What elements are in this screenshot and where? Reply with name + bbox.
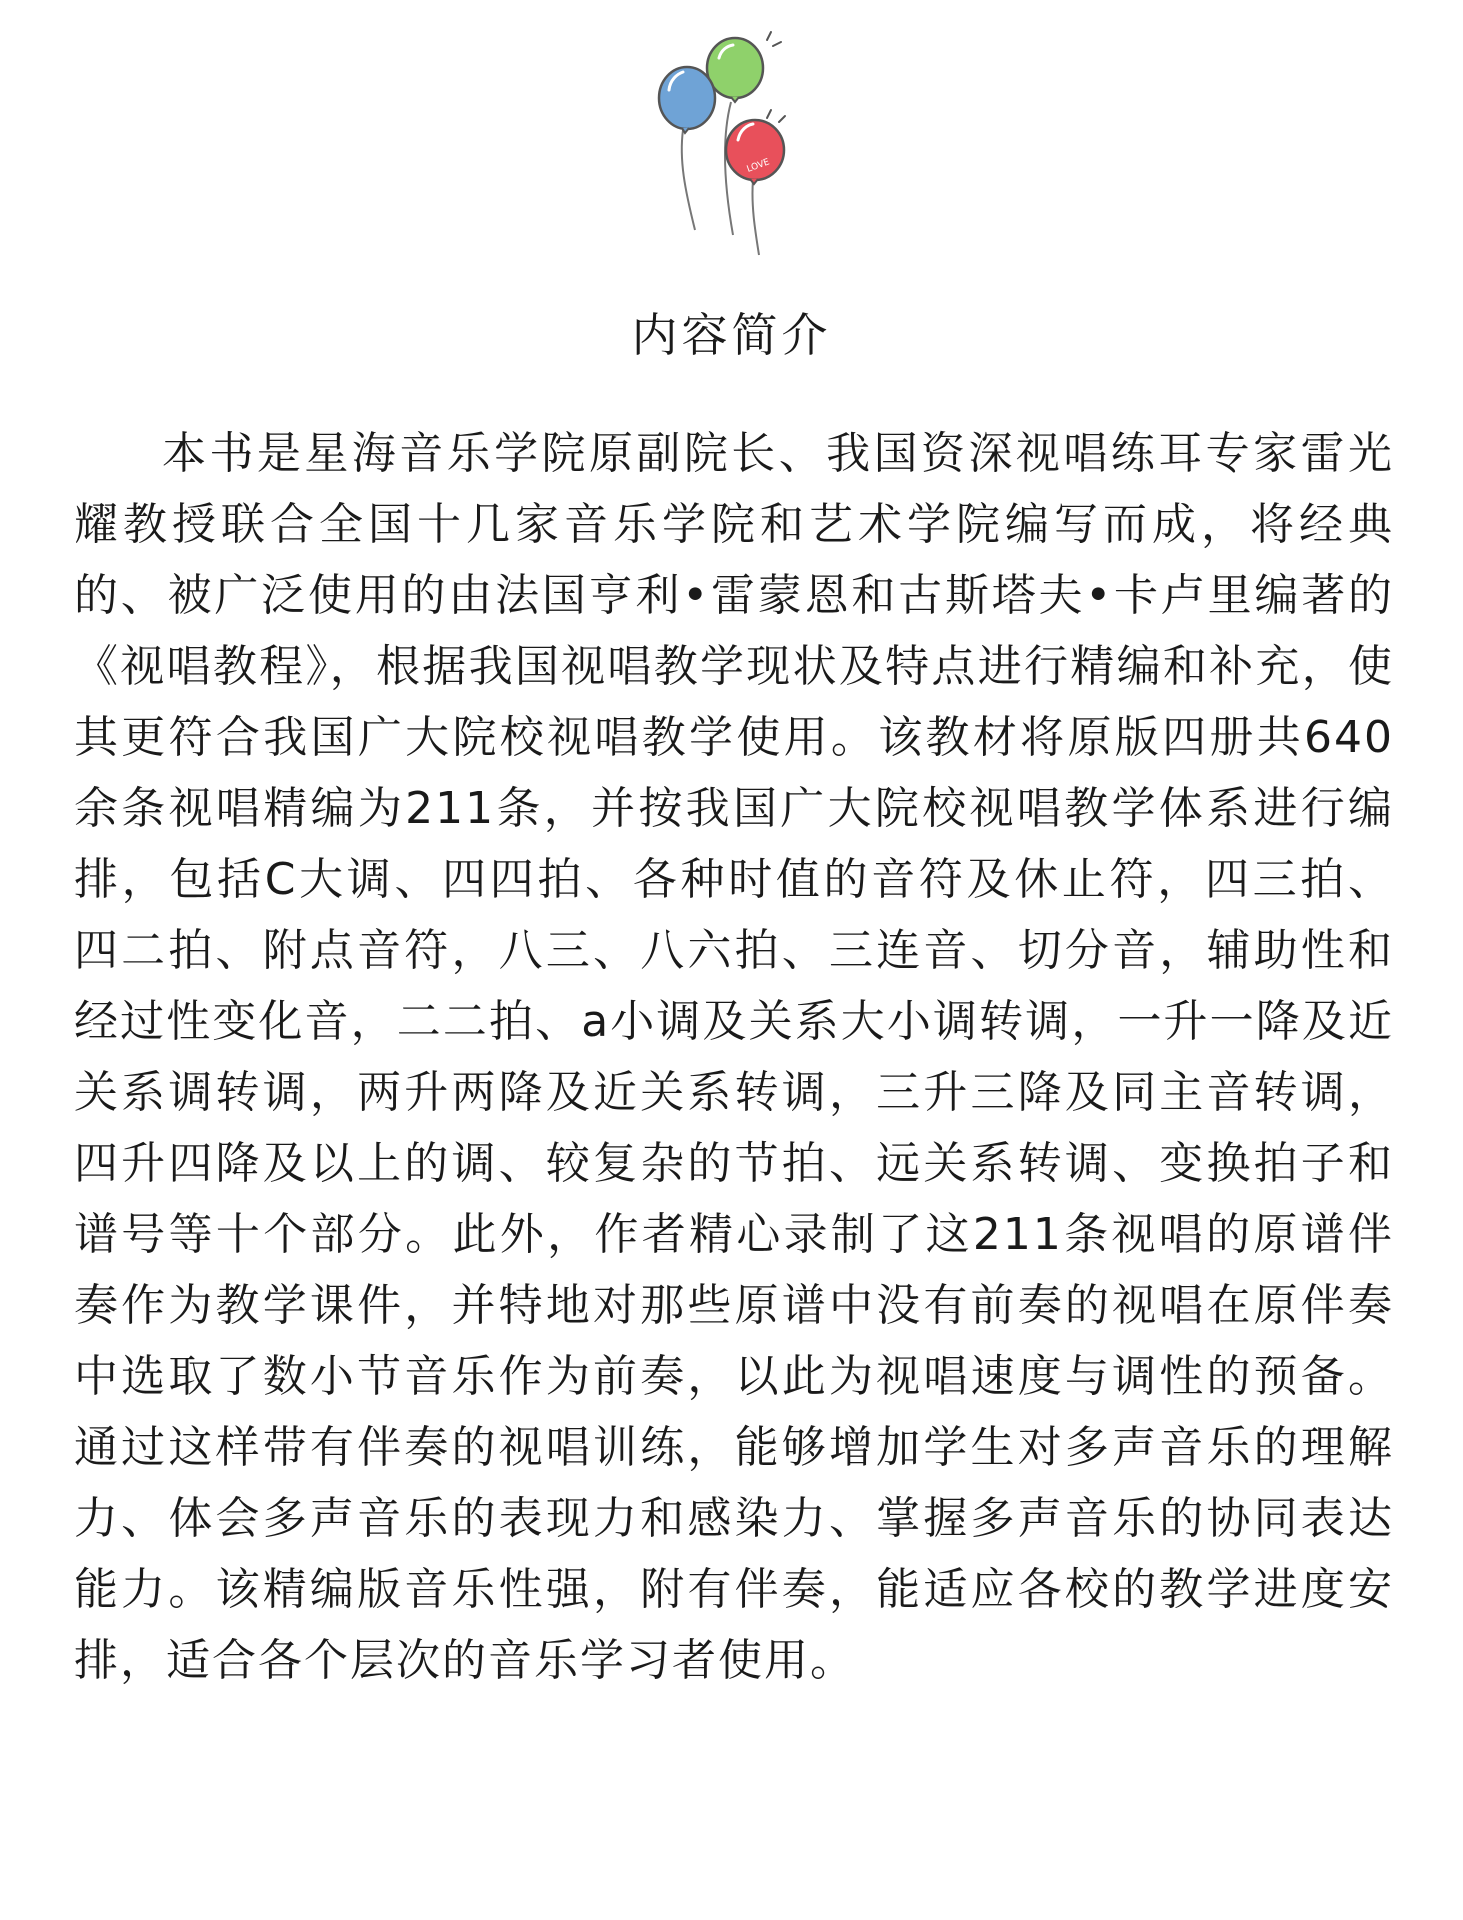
page-title: 内容简介 [631,308,832,362]
red-balloon-icon [726,120,784,184]
blue-balloon-icon [659,67,715,133]
balloon-love-label: LOVE [745,157,772,175]
red-balloon-string [752,180,759,255]
intro-paragraph: 本书是星海音乐学院原副院长、我国资深视唱练耳专家雷光耀教授联合全国十几家音乐学院和艺术学院编写而成，将经典的、被广泛使用的由法国亨利•雷蒙恩和古斯塔夫•卡卢里编著的《视唱教程》，根据我国视唱教学现状及特点进行精编和补充，使其更符合我国广大院校视唱教学使用。该教材将原版四册共640余条视唱精编为211条，并按我国广大院校视唱教学体系进行编排，包括C大调、四四拍、各种时值的音符及休止符，四三拍、四二拍、附点音符，八三、八六拍、三连音、切分音，辅助性和经过性变化音，二二拍、a小调及关系大小调转调，一升一降及近关系调转调，两升两降及近关系转调，三升三降及同主音转调，四升四降及以上的调、较复杂的节拍、远关系转调、变换拍子和谱号等十个部分。此外，作者精心录制了这211条视唱的原谱伴奏作为教学课件，并特地对那些原谱中没有前奏的视唱在原伴奏中选取了数小节音乐作为前奏，以此为视唱速度与调性的预备。通过这样带有伴奏的视唱训练，能够增加学生对多声音乐的理解力、体会多声音乐的表现力和感染力、掌握多声音乐的协同表达能力。该精编版音乐性强，附有伴奏，能适应各校的教学进度安排，适合各个层次的音乐学习者使用。 [74,428,1394,1686]
blue-balloon-string [682,130,695,230]
balloons-illustration [655,30,815,260]
sparkle-mark [767,32,785,122]
